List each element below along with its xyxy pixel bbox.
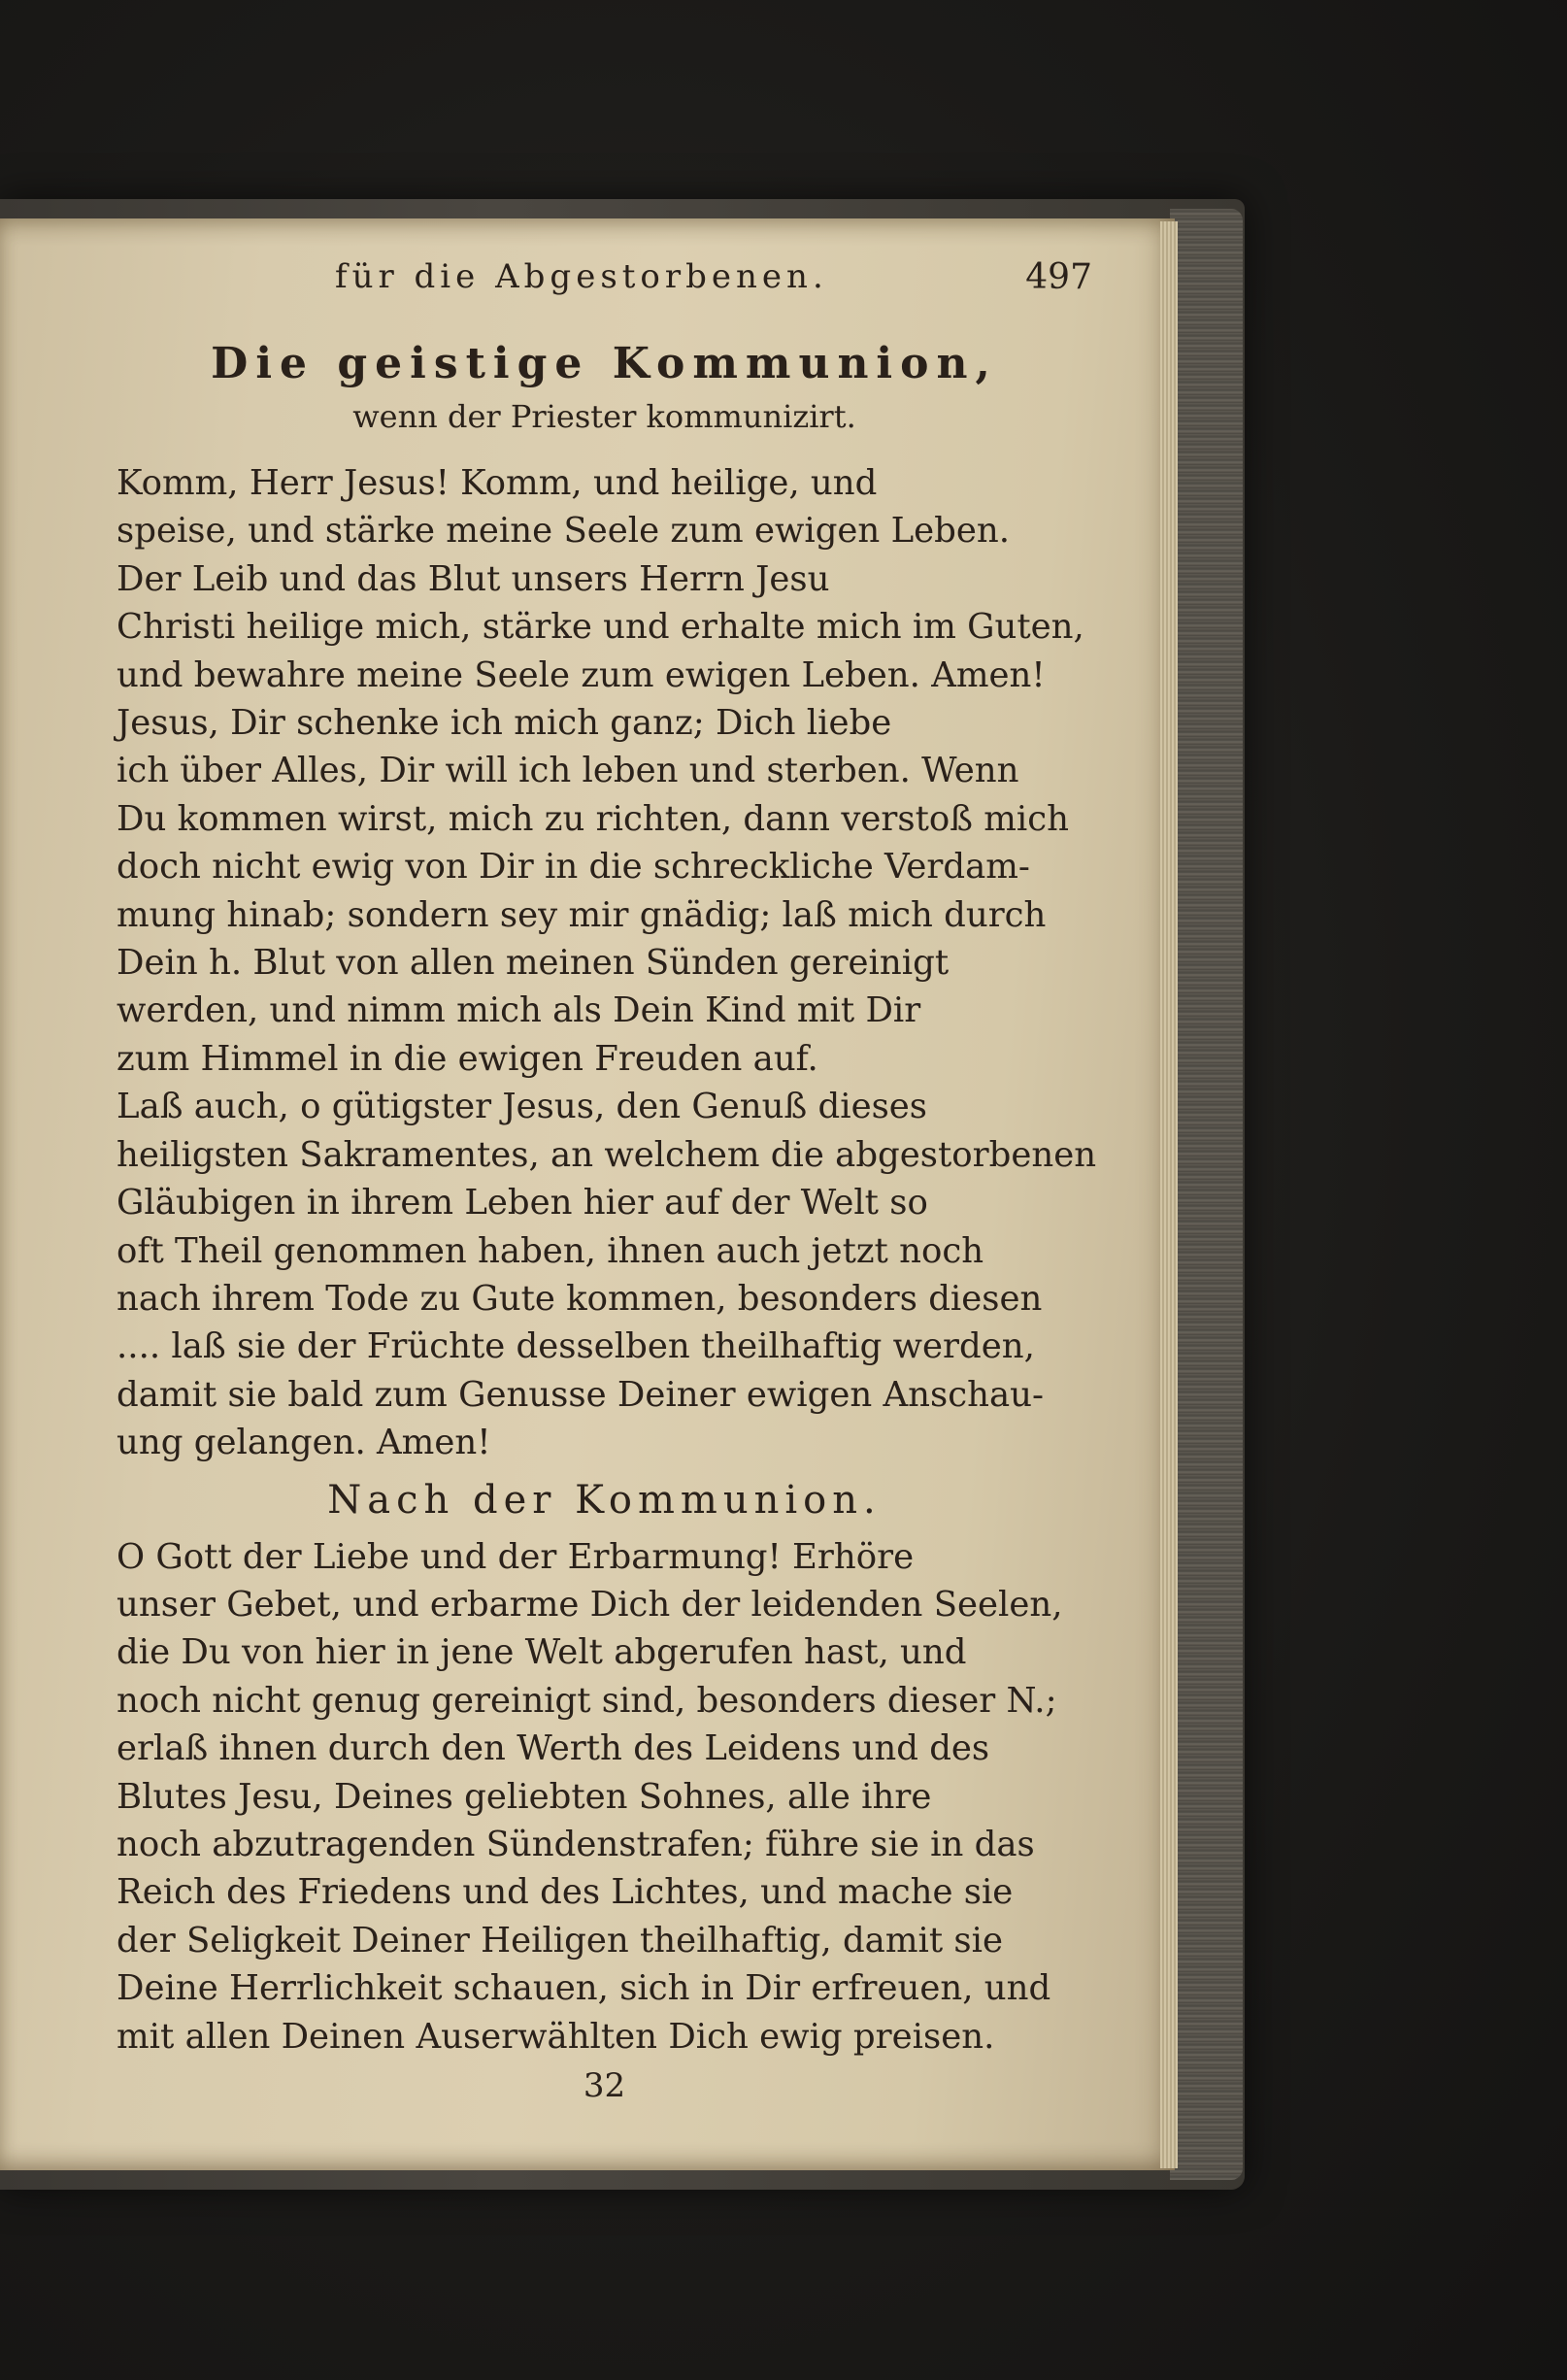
text-line: Reich des Friedens und des Lichtes, und mache sie	[117, 1872, 1014, 1913]
text-line: Gläubigen in ihrem Leben hier auf der Welt so	[117, 1183, 928, 1224]
text-line: Du kommen wirst, mich zu richten, dann verstoß mich	[117, 798, 1069, 839]
text-line: Laß auch, o gütigster Jesus, den Genuß dieses	[117, 1087, 928, 1127]
text-line: Dein h. Blut von allen meinen Sünden gereinigt	[117, 943, 950, 984]
section-title: Nach der Kommunion.	[327, 1477, 882, 1523]
text-line: O Gott der Liebe und der Erbarmung! Erhöre	[117, 1536, 915, 1577]
book-page	[0, 218, 1175, 2170]
text-line: oft Theil genommen haben, ihnen auch jetzt noch	[117, 1230, 984, 1271]
prayer-text	[117, 459, 1097, 1467]
text-line: Deine Herrlichkeit schauen, sich in Dir erfreuen, und	[117, 1968, 1051, 2009]
text-line: noch nicht genug gereinigt sind, besonders dieser N.;	[117, 1680, 1057, 1721]
text-line: Komm, Herr Jesus! Komm, und heilige, und	[117, 463, 878, 503]
text-line: heiligsten Sakramentes, an welchem die abgestorbenen	[117, 1134, 1097, 1175]
text-line: damit sie bald zum Genusse Deiner ewigen Anschau-	[117, 1374, 1044, 1415]
text-line: die Du von hier in jene Welt abgerufen hast, und	[117, 1632, 967, 1673]
text-line: der Seligkeit Deiner Heiligen theilhaftig, damit sie	[117, 1920, 1003, 1961]
text-line: zum Himmel in die ewigen Freuden auf.	[117, 1038, 818, 1079]
text-line: speise, und stärke meine Seele zum ewigen Leben.	[117, 511, 1011, 552]
text-line: mit allen Deinen Auserwählten Dich ewig preisen.	[117, 2016, 995, 2057]
section-subtitle: wenn der Priester kommunizirt.	[352, 398, 856, 435]
text-line: nach ihrem Tode zu Gute kommen, besonders diesen	[117, 1278, 1043, 1319]
text-block	[117, 257, 1097, 2109]
text-line: Blutes Jesu, Deines geliebten Sohnes, alle ihre	[117, 1776, 932, 1817]
text-line: Der Leib und das Blut unsers Herrn Jesu	[117, 558, 830, 599]
text-line: mung hinab; sondern sey mir gnädig; laß mich durch	[117, 894, 1047, 935]
book-spine-edge	[1170, 209, 1243, 2180]
page-number: 497	[1025, 257, 1092, 297]
text-line: werden, und nimm mich als Dein Kind mit Dir	[117, 990, 921, 1031]
text-line: doch nicht ewig von Dir in die schreckliche Verdam-	[117, 847, 1030, 888]
section-title: Die geistige Kommunion,	[211, 339, 998, 388]
prayer-text	[117, 1533, 1092, 2061]
text-line: unser Gebet, und erbarme Dich der leidenden Seelen,	[117, 1584, 1063, 1625]
text-line: Jesus, Dir schenke ich mich ganz; Dich liebe	[117, 703, 892, 744]
text-line: Christi heilige mich, stärke und erhalte mich im Guten,	[117, 607, 1084, 648]
running-head: für die Abgestorbenen.	[335, 257, 828, 296]
text-line: ich über Alles, Dir will ich leben und sterben. Wenn	[117, 751, 1019, 791]
page-header	[117, 257, 1092, 316]
signature-mark: 32	[583, 2066, 626, 2105]
text-line: noch abzutragenden Sündenstrafen; führe sie in das	[117, 1824, 1035, 1864]
page-edges	[1160, 221, 1178, 2168]
text-line: und bewahre meine Seele zum ewigen Leben. Amen!	[117, 654, 1046, 695]
text-line: erlaß ihnen durch den Werth des Leidens und des	[117, 1728, 990, 1769]
text-line: .... laß sie der Früchte desselben theilhaftig werden,	[117, 1326, 1035, 1367]
text-line: ung gelangen. Amen!	[117, 1423, 491, 1463]
